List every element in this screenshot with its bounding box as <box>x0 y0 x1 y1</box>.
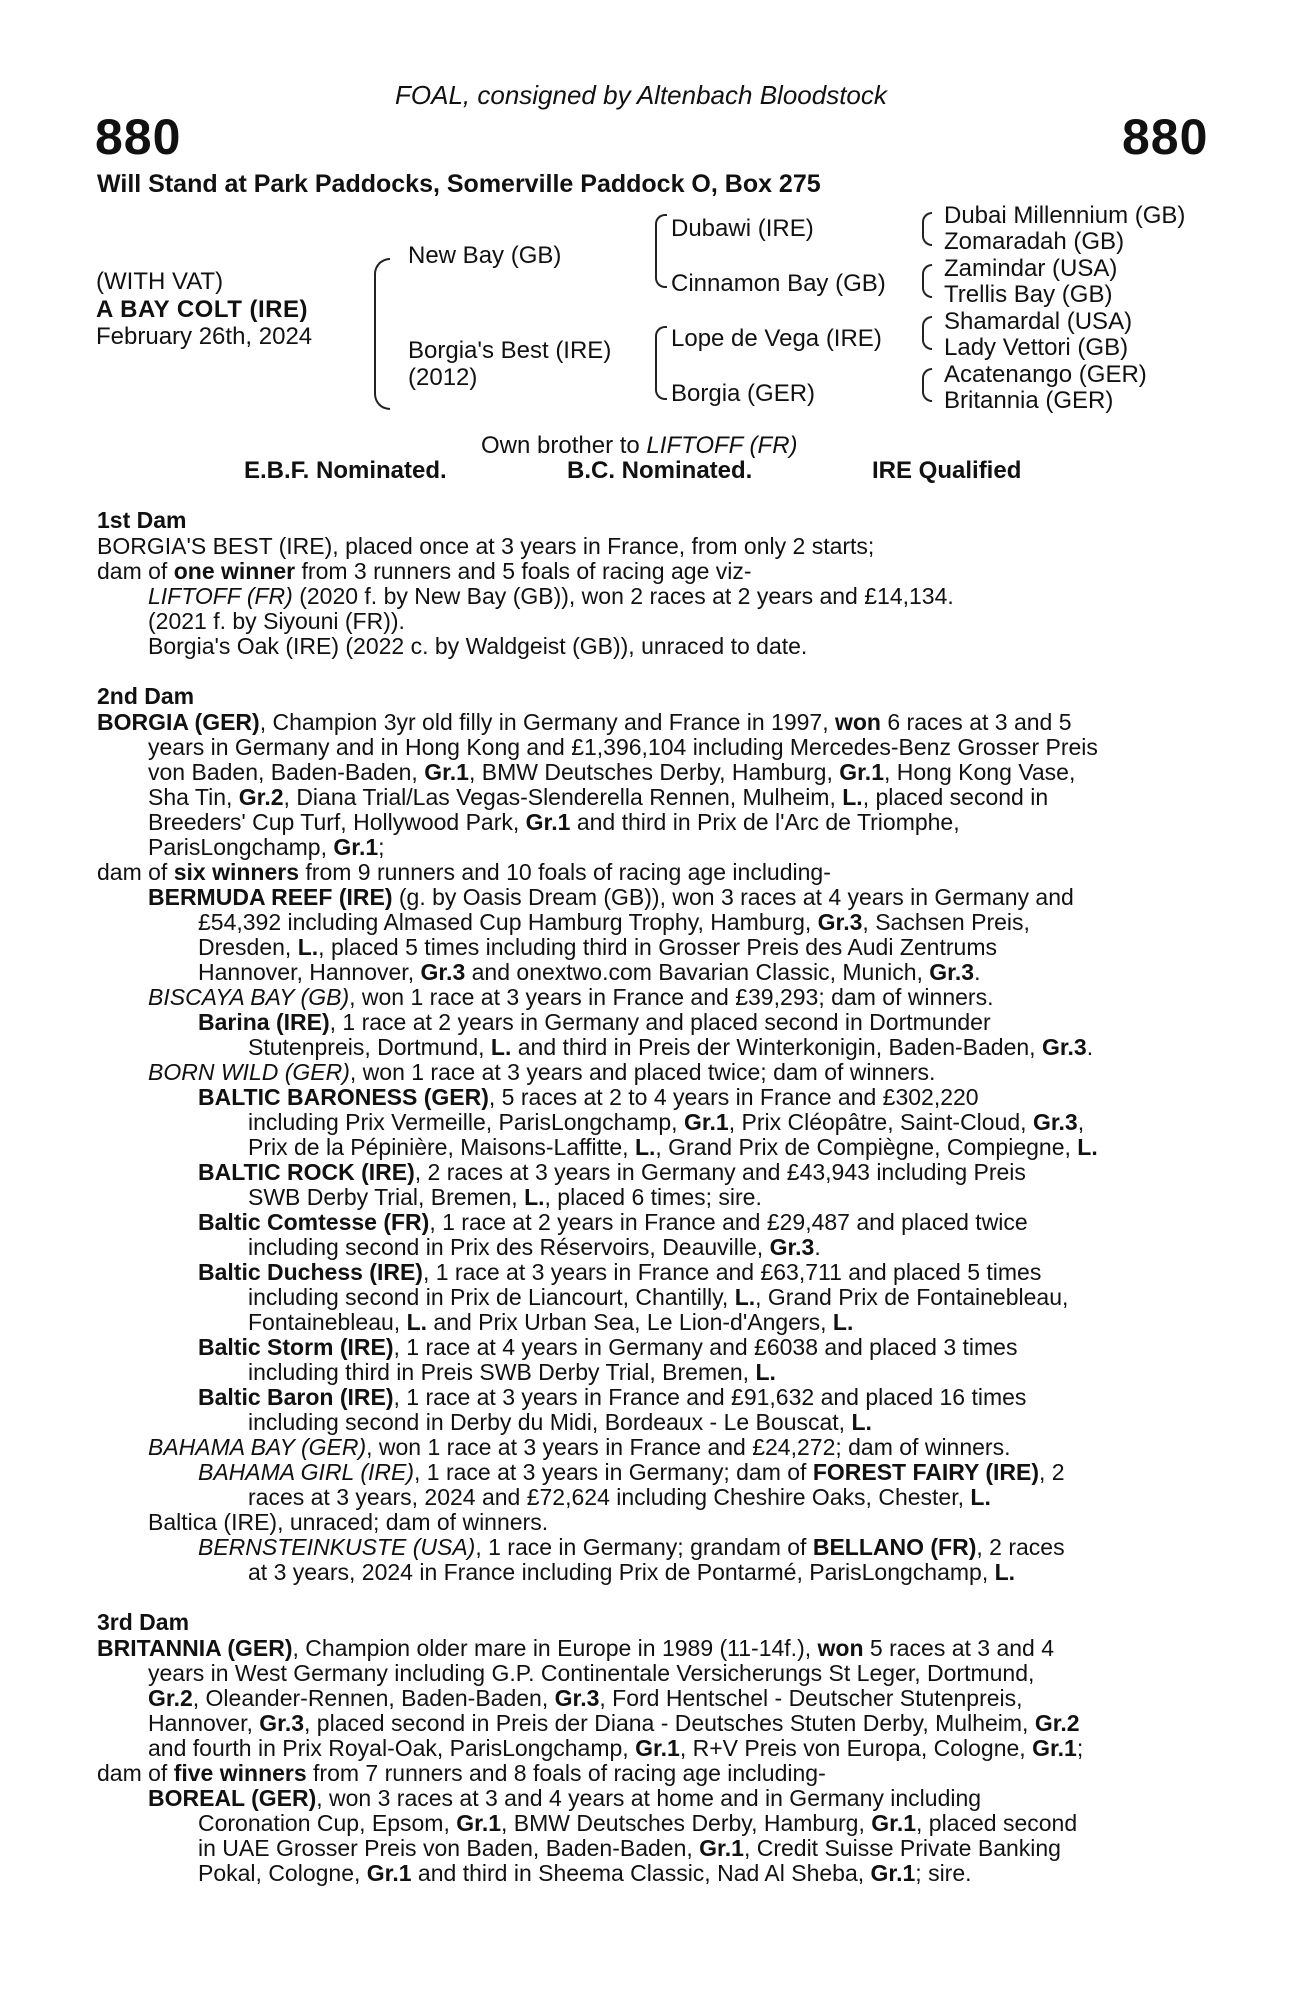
grand-progeny-entry: including second in Derby du Midi, Bordeaux - Le Bouscat, L. <box>248 1409 872 1435</box>
borgia-entry: Sha Tin, Gr.2, Diana Trial/Las Vegas-Slenderella Rennen, Mulheim, L., placed second in <box>148 784 1049 810</box>
borgia-entry: years in Germany and in Hong Kong and £1,396,104 including Mercedes-Benz Grosser Preis <box>148 734 1098 760</box>
pedigree-brace-sire <box>655 214 667 288</box>
progeny-entry: Dresden, L., placed 5 times including third in Grosser Preis des Audi Zentrums <box>198 934 997 960</box>
ggp-8: Britannia (GER) <box>944 387 1114 414</box>
grand-progeny-entry: Baltic Comtesse (FR), 1 race at 2 years in France and £29,487 and placed twice <box>198 1209 1028 1235</box>
progeny-entry: BISCAYA BAY (GB), won 1 race at 3 years in France and £39,293; dam of winners. <box>148 984 994 1010</box>
section-title: 2nd Dam <box>97 683 195 709</box>
grand-progeny-entry: BERNSTEINKUSTE (USA), 1 race in Germany; grandam of BELLANO (FR), 2 races <box>198 1534 1065 1560</box>
borgia-entry: Breeders' Cup Turf, Hollywood Park, Gr.1 and third in Prix de l'Arc de Triomphe, <box>148 809 960 835</box>
bc-flag: B.C. Nominated. <box>567 457 753 484</box>
ebf-flag: E.B.F. Nominated. <box>244 457 447 484</box>
grand-progeny-entry: BALTIC BARONESS (GER), 5 races at 2 to 4 years in France and £302,220 <box>198 1084 979 1110</box>
ggp-3: Zamindar (USA) <box>944 255 1118 282</box>
sire-dam-name: Cinnamon Bay (GB) <box>671 270 886 297</box>
progeny-entry: BOREAL (GER), won 3 races at 3 and 4 years at home and in Germany including <box>148 1785 982 1811</box>
dam-name: Borgia's Best (IRE) <box>408 337 612 364</box>
third-dam-summary: dam of five winners from 7 runners and 8 foals of racing age including- <box>97 1760 826 1786</box>
ire-flag: IRE Qualified <box>872 457 1022 484</box>
ggp-4: Trellis Bay (GB) <box>944 281 1113 308</box>
pedigree-brace-g3-4 <box>922 368 932 402</box>
lot-number-left: 880 <box>95 109 182 165</box>
grand-progeny-entry: including third in Preis SWB Derby Trial, Bremen, L. <box>248 1359 776 1385</box>
stand-location: Will Stand at Park Paddocks, Somerville Paddock O, Box 275 <box>97 170 821 198</box>
borgia-entry: von Baden, Baden-Baden, Gr.1, BMW Deutsches Derby, Hamburg, Gr.1, Hong Kong Vase, <box>148 759 1076 785</box>
foal-entry: LIFTOFF (FR) (2020 f. by New Bay (GB)), won 2 races at 2 years and £14,134. <box>148 583 954 609</box>
progeny-entry: BERMUDA REEF (IRE) (g. by Oasis Dream (GB)), won 3 races at 4 years in Germany and <box>148 884 1074 910</box>
dam-dam-name: Borgia (GER) <box>671 380 816 407</box>
dam-sire-name: Lope de Vega (IRE) <box>671 325 882 352</box>
consignor-line: FOAL, consigned by Altenbach Bloodstock <box>395 80 887 110</box>
pedigree-brace-g3-1 <box>922 212 932 246</box>
britannia-entry: years in West Germany including G.P. Continentale Versicherungs St Leger, Dortmund, <box>148 1660 1035 1686</box>
progeny-entry: Pokal, Cologne, Gr.1 and third in Sheema Classic, Nad Al Sheba, Gr.1; sire. <box>198 1860 972 1886</box>
grand-progeny-entry: Fontainebleau, L. and Prix Urban Sea, Le Lion-d'Angers, L. <box>248 1309 854 1335</box>
grand-progeny-entry: Barina (IRE), 1 race at 2 years in Germany and placed second in Dortmunder <box>198 1009 991 1035</box>
grand-progeny-entry: Prix de la Pépinière, Maisons-Laffitte, L., Grand Prix de Compiègne, Compiegne, L. <box>248 1134 1098 1160</box>
section-title: 3rd Dam <box>97 1609 190 1635</box>
pedigree-brace-g3-2 <box>922 264 932 298</box>
grand-progeny-entry: Baltic Duchess (IRE), 1 race at 3 years in France and £63,711 and placed 5 times <box>198 1259 1042 1285</box>
progeny-entry: in UAE Grosser Preis von Baden, Baden-Baden, Gr.1, Credit Suisse Private Banking <box>198 1835 1061 1861</box>
lot-name: A BAY COLT (IRE) <box>96 296 309 323</box>
ggp-6: Lady Vettori (GB) <box>944 334 1129 361</box>
lot-number-right: 880 <box>1122 109 1209 165</box>
sire-sire-name: Dubawi (IRE) <box>671 215 814 242</box>
pedigree-brace-g3-3 <box>922 316 932 350</box>
ggp-7: Acatenango (GER) <box>944 361 1147 388</box>
section-title: 1st Dam <box>97 507 187 533</box>
first-dam-line: BORGIA'S BEST (IRE), placed once at 3 years in France, from only 2 starts; <box>97 533 875 559</box>
progeny-entry: BORN WILD (GER), won 1 race at 3 years and placed twice; dam of winners. <box>148 1059 936 1085</box>
britannia-entry: Hannover, Gr.3, placed second in Preis der Diana - Deutsches Stuten Derby, Mulheim, Gr.2 <box>148 1710 1080 1736</box>
foaling-date: February 26th, 2024 <box>96 323 313 350</box>
ggp-1: Dubai Millennium (GB) <box>944 202 1186 229</box>
borgia-entry: BORGIA (GER), Champion 3yr old filly in Germany and France in 1997, won 6 races at 3 and 5 <box>97 709 1072 735</box>
grand-progeny-entry: at 3 years, 2024 in France including Prix de Pontarmé, ParisLongchamp, L. <box>248 1559 1016 1585</box>
foal-entry: (2021 f. by Siyouni (FR)). <box>148 608 405 634</box>
grand-progeny-entry: Baltic Baron (IRE), 1 race at 3 years in France and £91,632 and placed 16 times <box>198 1384 1027 1410</box>
grand-progeny-entry: including second in Prix de Liancourt, Chantilly, L., Grand Prix de Fontainebleau, <box>248 1284 1069 1310</box>
ggp-2: Zomaradah (GB) <box>944 228 1125 255</box>
grand-progeny-entry: Stutenpreis, Dortmund, L. and third in Preis der Winterkonigin, Baden-Baden, Gr.3. <box>248 1034 1094 1060</box>
britannia-entry: Gr.2, Oleander-Rennen, Baden-Baden, Gr.3, Ford Hentschel - Deutscher Stutenpreis, <box>148 1685 1023 1711</box>
sire-name: New Bay (GB) <box>408 242 562 269</box>
brother-note: Own brother to LIFTOFF (FR) <box>481 432 798 459</box>
grand-progeny-entry: races at 3 years, 2024 and £72,624 including Cheshire Oaks, Chester, L. <box>248 1484 991 1510</box>
grand-progeny-entry: Baltic Storm (IRE), 1 race at 4 years in Germany and £6038 and placed 3 times <box>198 1334 1018 1360</box>
britannia-entry: BRITANNIA (GER), Champion older mare in Europe in 1989 (11-14f.), won 5 races at 3 and 4 <box>97 1635 1055 1661</box>
pedigree-brace-dam <box>655 326 667 400</box>
vat-label: (WITH VAT) <box>96 268 224 295</box>
grand-progeny-entry: BAHAMA GIRL (IRE), 1 race at 3 years in Germany; dam of FOREST FAIRY (IRE), 2 <box>198 1459 1065 1485</box>
grand-progeny-entry: BALTIC ROCK (IRE), 2 races at 3 years in Germany and £43,943 including Preis <box>198 1159 1026 1185</box>
progeny-entry: Coronation Cup, Epsom, Gr.1, BMW Deutsches Derby, Hamburg, Gr.1, placed second <box>198 1810 1078 1836</box>
first-dam-summary: dam of one winner from 3 runners and 5 foals of racing age viz- <box>97 558 752 584</box>
britannia-entry: and fourth in Prix Royal-Oak, ParisLongchamp, Gr.1, R+V Preis von Europa, Cologne, Gr.1; <box>148 1735 1084 1761</box>
foal-entry: Borgia's Oak (IRE) (2022 c. by Waldgeist (GB)), unraced to date. <box>148 633 808 659</box>
progeny-entry: BAHAMA BAY (GER), won 1 race at 3 years in France and £24,272; dam of winners. <box>148 1434 1011 1460</box>
ggp-5: Shamardal (USA) <box>944 308 1133 335</box>
grand-progeny-entry: SWB Derby Trial, Bremen, L., placed 6 times; sire. <box>248 1184 762 1210</box>
progeny-entry: £54,392 including Almased Cup Hamburg Trophy, Hamburg, Gr.3, Sachsen Preis, <box>198 909 1030 935</box>
progeny-entry: Baltica (IRE), unraced; dam of winners. <box>148 1509 549 1535</box>
borgia-entry: ParisLongchamp, Gr.1; <box>148 834 385 860</box>
grand-progeny-entry: including second in Prix des Réservoirs, Deauville, Gr.3. <box>248 1234 821 1260</box>
grand-progeny-entry: including Prix Vermeille, ParisLongchamp, Gr.1, Prix Cléopâtre, Saint-Cloud, Gr.3, <box>248 1109 1085 1135</box>
second-dam-summary: dam of six winners from 9 runners and 10 foals of racing age including- <box>97 859 831 885</box>
pedigree-brace-main <box>374 258 390 410</box>
progeny-entry: Hannover, Hannover, Gr.3 and onextwo.com Bavarian Classic, Munich, Gr.3. <box>198 959 981 985</box>
dam-year: (2012) <box>408 364 478 391</box>
